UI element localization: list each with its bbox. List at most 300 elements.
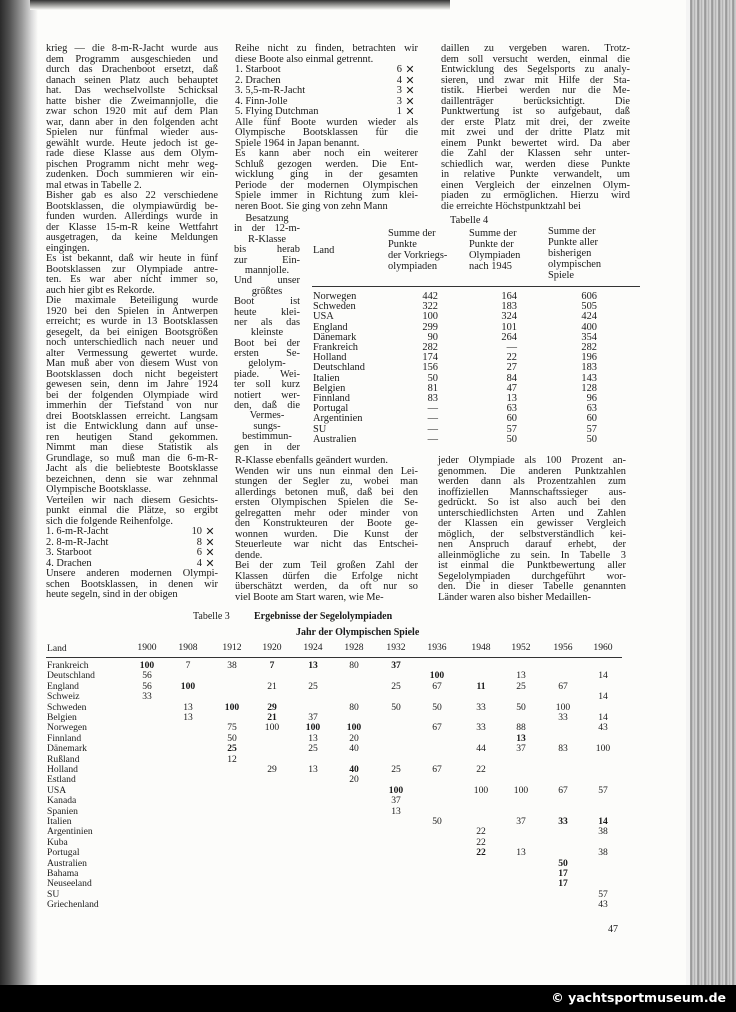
points-value: 156: [422, 362, 438, 374]
text-line: der erste Platz mit drei, der zweite: [441, 116, 630, 128]
text-line: Schluß gezogen werden. Die Ent-: [235, 158, 418, 170]
text-line: R-Klasse: [247, 233, 287, 245]
points-cell: 50: [227, 732, 237, 744]
cross-mark-icon: ✕: [405, 95, 415, 108]
header-line: olympiaden: [388, 261, 438, 272]
year-header: 1956: [553, 642, 573, 653]
points-value: —: [427, 433, 438, 445]
list-item: [235, 65, 418, 76]
text-line: pischen Programm nicht mehr weg-: [46, 158, 218, 170]
points-cell: 29: [267, 701, 277, 713]
table-4-header-total: [548, 226, 601, 281]
points-cell: 17: [558, 878, 568, 890]
text-line: heute klei-: [234, 306, 300, 318]
points-value: 183: [501, 301, 517, 313]
points-value: 101: [501, 321, 517, 333]
text-line: heute segeln, sind in der obigen: [46, 589, 178, 600]
points-value: 143: [581, 372, 597, 384]
points-cell: 25: [391, 680, 401, 692]
cross-mark-icon: ✕: [205, 547, 215, 559]
text-line: gewählt wurde. Heute jedoch ist ge-: [46, 137, 218, 149]
text-line: nen Anspruch darauf erhebt, der: [438, 539, 626, 550]
points-value: 282: [422, 342, 438, 353]
text-line: noch unterschiedlich nach neuer und: [46, 337, 218, 348]
points-value: 84: [506, 372, 517, 384]
points-cell: 7: [185, 660, 191, 671]
text-line: alter Vermessung gewertet wurde.: [46, 347, 218, 359]
text-line: durch das Drachenboot ersetzt, daß: [46, 64, 218, 75]
points-cell: 50: [432, 816, 442, 827]
text-column-2-lower: [235, 456, 418, 603]
text-line: funden wurden. Allerdings wurde in: [46, 211, 218, 222]
text-line: Boot ist: [234, 296, 300, 308]
text-line: inoffiziellen Mannschaftssieger aus-: [438, 486, 626, 498]
points-value: 505: [581, 301, 597, 313]
country-name: Australien: [313, 433, 357, 445]
text-line: ersten Olympischen Spielen die Se-: [235, 497, 418, 508]
text-line: genommen. Die anderen Punktzahlen: [438, 465, 626, 477]
country-name: Finnland: [313, 393, 350, 404]
points-cell: 83: [558, 743, 568, 755]
text-line: hatte bisher die Zweimannjolle, die: [46, 95, 218, 107]
text-line: rade diese Klasse aus dem Olym-: [46, 148, 218, 159]
year-header: 1952: [511, 642, 531, 653]
points-value: 47: [506, 382, 517, 394]
table-row: [312, 435, 642, 445]
text-line: zur Ein-: [234, 254, 300, 266]
text-line: Entwicklung des Segelsports zu analy-: [441, 64, 630, 75]
country-name: Frankreich: [47, 660, 89, 671]
points-value: 128: [581, 382, 597, 394]
points-cell: 100: [264, 722, 280, 734]
text-line: 1920 bei den Spielen in Antwerpen: [46, 305, 218, 317]
points-value: —: [427, 403, 438, 415]
country-name: Kanada: [47, 795, 77, 807]
points-value: 22: [506, 352, 517, 364]
text-line: in relative Punkte verwandelt, um: [441, 169, 630, 180]
points-cell: 25: [308, 743, 318, 755]
country-name: Australien: [47, 857, 87, 869]
text-line: bei der folgenden Olympiade wird: [46, 389, 218, 401]
header-line: der Vorkriegs-: [388, 250, 448, 261]
country-name: Schweiz: [47, 691, 80, 703]
country-name: Belgien: [313, 382, 346, 394]
points-value: —: [427, 413, 438, 425]
cross-mark-icon: ✕: [405, 74, 415, 87]
points-cell: 67: [558, 680, 568, 692]
text-line: Bootsklassen, die olympiawürdig be-: [46, 200, 218, 212]
text-line: wonnen wurden. Die Kunst der: [235, 528, 418, 540]
country-name: Argentinien: [47, 826, 93, 838]
points-cell: 13: [183, 701, 193, 713]
cross-mark-icon: ✕: [405, 64, 415, 76]
text-line: bezeichnen, denn sie war zehnmal: [46, 473, 218, 485]
points-value: 282: [581, 342, 597, 353]
text-line: überschätzt werden, da oft nur so: [235, 581, 418, 592]
year-header: 1900: [137, 642, 157, 653]
text-line: punkt einmal die Plätze, so ergibt: [46, 505, 218, 516]
year-header: 1948: [471, 642, 491, 653]
list-item-count: 8: [196, 536, 202, 548]
page-shadow: [30, 0, 450, 10]
points-cell: 38: [598, 826, 608, 838]
country-name: USA: [47, 784, 67, 796]
points-value: 81: [427, 382, 438, 394]
text-line: der Klasse 15-m-R keine Wettfahrt: [46, 221, 218, 233]
text-line: viel Boote am Start waren, wie Me-: [235, 591, 384, 603]
text-line: immerhin der Tiefstand von nur: [46, 400, 218, 411]
text-line: Vermes-: [249, 410, 285, 422]
text-line: ausgetragen, da keine Meldungen: [46, 232, 218, 243]
text-line: eingingen.: [46, 242, 90, 254]
text-line: notiert wer-: [234, 389, 300, 401]
points-cell: 33: [558, 816, 568, 827]
points-value: 50: [586, 433, 597, 445]
points-cell: 75: [227, 722, 237, 734]
year-header: 1920: [262, 642, 282, 653]
table-3-header-land: Land: [47, 643, 67, 654]
list-item-count: 6: [196, 547, 202, 558]
points-cell: 37: [391, 795, 401, 807]
country-name: Neuseeland: [47, 878, 92, 890]
points-cell: 100: [139, 660, 155, 671]
table-4-rule: [312, 286, 640, 287]
text-line: den Konstrukteuren der Boote ge-: [235, 518, 418, 529]
country-name: Portugal: [47, 847, 80, 859]
country-name: USA: [313, 311, 334, 323]
cross-mark-icon: ✕: [405, 106, 415, 118]
list-item: [46, 527, 218, 538]
cross-mark-icon: ✕: [205, 536, 215, 549]
points-value: 424: [581, 311, 597, 323]
points-value: 442: [422, 291, 438, 302]
points-cell: 25: [391, 764, 401, 775]
points-cell: 43: [598, 899, 608, 911]
header-line: Punkte der: [469, 239, 514, 250]
list-item-label: 2. 8-m-R-Jacht: [46, 536, 109, 548]
footer-bar: [0, 985, 736, 1012]
points-cell: 37: [516, 816, 526, 827]
country-name: Griechenland: [47, 899, 99, 911]
year-header: 1924: [303, 642, 323, 653]
country-name: Italien: [47, 816, 72, 827]
points-value: 83: [427, 393, 438, 404]
text-line: ten. Es war aber nicht immer so,: [46, 274, 218, 285]
points-value: 57: [506, 423, 517, 435]
text-column-3-lower: [438, 456, 626, 603]
points-cell: 100: [429, 670, 445, 682]
text-line: dende.: [235, 549, 263, 561]
table-3-rule: [46, 657, 622, 658]
points-value: —: [427, 423, 438, 435]
points-cell: 56: [142, 680, 152, 692]
text-line: Bisher gab es also 22 verschiedene: [46, 190, 218, 201]
text-line: der Klassen ein gewisser Vergleich: [438, 518, 626, 529]
points-cell: 13: [516, 670, 526, 682]
text-line: Verteilen wir nach diesem Gesichts-: [46, 494, 218, 506]
points-cell: 100: [346, 722, 362, 734]
header-line: Summe der: [548, 226, 596, 237]
text-line: hat. Das wechselvollste Schicksal: [46, 85, 218, 96]
points-value: 96: [586, 393, 597, 404]
points-cell: 21: [267, 680, 277, 692]
country-name: Dänemark: [313, 331, 357, 343]
text-line: auch hier gibt es Rekorde.: [46, 284, 155, 296]
country-name: Bahama: [47, 868, 79, 879]
points-value: 63: [506, 403, 517, 415]
text-line: den. Die in dieser Tabelle genannten: [438, 581, 626, 592]
points-cell: 67: [432, 722, 442, 734]
cross-mark-icon: ✕: [205, 526, 215, 538]
points-cell: 11: [476, 680, 486, 692]
country-name: Norwegen: [47, 722, 87, 734]
points-cell: 22: [476, 836, 486, 848]
text-line: diese Boote also einmal getrennt.: [235, 53, 374, 65]
country-name: Spanien: [47, 805, 78, 817]
points-value: 299: [422, 321, 438, 333]
country-name: Holland: [47, 764, 78, 775]
country-name: Norwegen: [313, 291, 357, 302]
points-value: —: [506, 342, 517, 353]
points-cell: 13: [308, 732, 318, 744]
points-cell: 14: [598, 691, 608, 703]
list-item: [235, 86, 418, 97]
text-line: möglich, der selbstverständlich kei-: [438, 528, 626, 540]
text-line: Bei der zum Teil großen Zahl der: [235, 560, 418, 571]
points-cell: 80: [349, 660, 359, 671]
text-line: danach seinen Platz auch behauptet: [46, 74, 218, 86]
list-item-label: 1. 6-m-R-Jacht: [46, 526, 109, 537]
points-value: 324: [501, 311, 517, 323]
points-cell: 67: [432, 764, 442, 775]
text-line: Alle fünf Boote wurden wieder als: [235, 116, 418, 128]
copyright-notice: © yachtsportmuseum.de: [551, 990, 726, 1005]
header-line: Summe der: [388, 228, 436, 239]
text-line: Unsere anderen modernen Olympi-: [46, 568, 218, 579]
points-cell: 37: [391, 660, 401, 671]
points-cell: 38: [227, 660, 237, 671]
year-header: 1936: [427, 642, 447, 653]
year-header: 1908: [178, 642, 198, 653]
text-line: einen Vergleich der einzelnen Olym-: [441, 179, 630, 191]
list-item: [46, 548, 218, 559]
points-cell: 100: [388, 784, 404, 796]
list-item-label: 4. Finn-Jolle: [235, 95, 288, 107]
text-column-2-narrow: [234, 214, 300, 453]
points-cell: 25: [227, 743, 237, 755]
text-line: ner als das: [234, 316, 300, 328]
points-value: 322: [422, 301, 438, 313]
text-line: schen Bootsklassen, in denen wir: [46, 578, 218, 590]
country-name: SU: [313, 423, 327, 435]
points-cell: 22: [476, 764, 486, 775]
text-line: Es kann aber noch ein weiterer: [235, 148, 418, 159]
country-name: Schweden: [313, 301, 356, 313]
text-line: Die maximale Beteiligung wurde: [46, 295, 218, 306]
text-line: gelregatten mehr oder minder von: [235, 507, 418, 519]
list-item-count: 4: [396, 74, 402, 86]
text-line: drei Bootsklassen erreicht. Langsam: [46, 410, 218, 422]
text-line: neren Boot. Sie ging von zehn Mann: [235, 200, 388, 212]
text-line: daillen zu vergeben waren. Trotz-: [441, 43, 630, 54]
points-cell: 80: [349, 701, 359, 713]
points-value: 196: [581, 352, 597, 364]
points-cell: 100: [180, 680, 196, 692]
text-line: allerdings betonen muß, daß bei den: [235, 486, 418, 498]
points-cell: 37: [308, 712, 318, 723]
text-line: Spiele 1964 in Japan benannt.: [235, 137, 360, 149]
points-cell: 13: [391, 805, 401, 817]
list-item-label: 2. Drachen: [235, 74, 281, 86]
text-line: wicklung ging in der gesamten: [235, 169, 418, 180]
points-value: 50: [506, 433, 517, 445]
text-line: gen in der: [234, 441, 300, 453]
cross-mark-icon: ✕: [205, 557, 215, 570]
points-cell: 37: [516, 743, 526, 755]
points-cell: 33: [476, 722, 486, 734]
text-line: zudenken. Doch summieren wir ein-: [46, 169, 218, 180]
points-cell: 44: [476, 743, 486, 755]
text-line: sungs-: [253, 420, 281, 432]
text-line: Klassen dürfen die Erfolge nicht: [235, 570, 418, 582]
text-line: kleinste: [250, 327, 284, 339]
points-cell: 50: [516, 701, 526, 713]
list-item-count: 4: [196, 557, 202, 569]
text-line: gewesen sein, denn im Jahre 1924: [46, 379, 218, 390]
text-line: einem Punkt bewertet wird. Da aber: [441, 137, 630, 149]
text-line: dem Programm ausgeschieden und: [46, 53, 218, 65]
text-line: piade. Wei-: [234, 368, 300, 380]
text-line: Spiele immer in Richtung zum klei-: [235, 190, 418, 201]
text-column-3-upper: [441, 44, 630, 212]
text-line: krieg — die 8-m-R-Jacht wurde aus: [46, 43, 218, 54]
text-line: tistik. Hierbei werden nur die Me-: [441, 85, 630, 96]
points-value: 90: [427, 331, 438, 343]
points-cell: 50: [558, 857, 568, 869]
points-value: 100: [422, 311, 438, 323]
points-cell: 67: [432, 680, 442, 692]
page-number: 47: [608, 924, 618, 935]
country-name: England: [47, 680, 79, 692]
text-line: gesegelt, da bei einigen Bootsgrößen: [46, 326, 218, 338]
points-cell: 22: [476, 826, 486, 838]
list-item-count: 10: [191, 526, 202, 537]
list-item-label: 4. Drachen: [46, 557, 92, 569]
list-item-label: 3. 5,5-m-R-Jacht: [235, 85, 306, 96]
country-name: Italien: [313, 372, 340, 384]
points-cell: 21: [267, 712, 277, 723]
header-line: Olympiaden: [469, 250, 521, 261]
points-cell: 12: [227, 753, 237, 765]
points-cell: 17: [558, 868, 568, 879]
points-value: 13: [506, 393, 517, 404]
cross-mark-icon: ✕: [405, 85, 415, 97]
text-line: ter soll kurz: [234, 379, 300, 391]
text-line: mit zwei und der dritte Platz mit: [441, 127, 630, 138]
points-cell: 13: [183, 712, 193, 723]
text-line: in der 12-m-: [234, 223, 300, 235]
text-line: R-Klasse ebenfalls geändert wurden.: [235, 455, 388, 466]
year-header: 1912: [222, 642, 242, 653]
points-cell: 14: [598, 712, 608, 723]
text-line: ist einmal die Punktbewertung aller: [438, 560, 626, 571]
text-line: Und unser: [234, 275, 300, 287]
text-line: Spielen nur fünfmal wieder aus-: [46, 127, 218, 138]
list-item-label: 3. Starboot: [46, 547, 92, 558]
text-line: Steuerleute war nicht das Entschei-: [235, 539, 418, 550]
points-cell: 20: [349, 774, 359, 786]
text-line: Punktwertung ist so aufgebaut, daß: [441, 106, 630, 117]
country-name: Belgien: [47, 712, 77, 723]
text-line: Jacht als die beliebteste Bootsklasse: [46, 463, 218, 474]
points-cell: 7: [269, 660, 275, 671]
country-name: Dänemark: [47, 743, 87, 755]
text-line: bestimmun-: [242, 431, 292, 443]
country-name: Frankreich: [313, 342, 359, 353]
points-cell: 100: [513, 784, 529, 796]
country-name: Argentinien: [313, 413, 363, 425]
text-line: gelolym-: [248, 358, 286, 370]
text-line: dem soll versucht werden, einmal die: [441, 53, 630, 65]
points-cell: 57: [598, 784, 608, 796]
table-4-header-postwar: [469, 228, 520, 272]
points-value: 63: [586, 403, 597, 415]
country-name: Finnland: [47, 732, 82, 744]
text-line: alleinmögliche zu sein. In Tabelle 3: [438, 549, 626, 561]
points-cell: 43: [598, 722, 608, 734]
points-value: 354: [581, 331, 597, 343]
text-line: die erreichte Höchstpunktzahl bei: [441, 200, 581, 212]
points-cell: 100: [224, 701, 240, 713]
points-value: 606: [581, 291, 597, 302]
points-value: 400: [581, 321, 597, 333]
text-line: Wenden wir uns nun einmal den Lei-: [235, 465, 418, 477]
text-line: werden dann als Prozentzahlen zum: [438, 476, 626, 487]
country-name: Portugal: [313, 403, 349, 415]
points-value: 60: [586, 413, 597, 425]
text-column-1: [46, 44, 218, 601]
text-line: Bootsklassen doch nicht begeistert: [46, 368, 218, 380]
text-line: Länder waren also bisher Medaillen-: [438, 591, 591, 603]
points-cell: 33: [558, 712, 568, 723]
points-cell: 13: [308, 660, 318, 671]
text-line: ersten Se-: [234, 348, 300, 360]
country-name: Deutschland: [47, 670, 95, 682]
text-line: daillenträger berücksichtigt. Die: [441, 95, 630, 107]
text-line: Segelolympiaden durchgeführt wor-: [438, 570, 626, 582]
text-line: Man muß aber von diesem Wust von: [46, 358, 218, 369]
text-line: Reihe nicht zu finden, betrachten wir: [235, 43, 418, 54]
points-value: 60: [506, 413, 517, 425]
text-line: Olympische Bootsklassen für die: [235, 127, 418, 138]
text-line: sich die folgende Reihenfolge.: [46, 515, 173, 527]
text-line: gedrückt. So ist also auch bei den: [438, 497, 626, 508]
points-cell: 14: [598, 670, 608, 682]
book-gutter: [0, 0, 38, 985]
list-item-count: 3: [396, 95, 402, 107]
header-line: bisherigen: [548, 248, 592, 259]
text-line: piaden zu ermöglichen. Hierzu wird: [441, 190, 630, 201]
text-line: stungen der Segler zu, wobei man: [235, 476, 418, 487]
points-cell: 100: [473, 784, 489, 796]
country-name: Deutschland: [313, 362, 365, 374]
points-cell: 13: [516, 847, 526, 859]
points-cell: 57: [598, 888, 608, 900]
list-item-count: 6: [396, 64, 402, 75]
text-line: Bootsklassen zur Olympiade antre-: [46, 263, 218, 275]
list-item-count: 1: [396, 106, 402, 117]
list-item-label: 5. Flying Dutchman: [235, 106, 319, 117]
